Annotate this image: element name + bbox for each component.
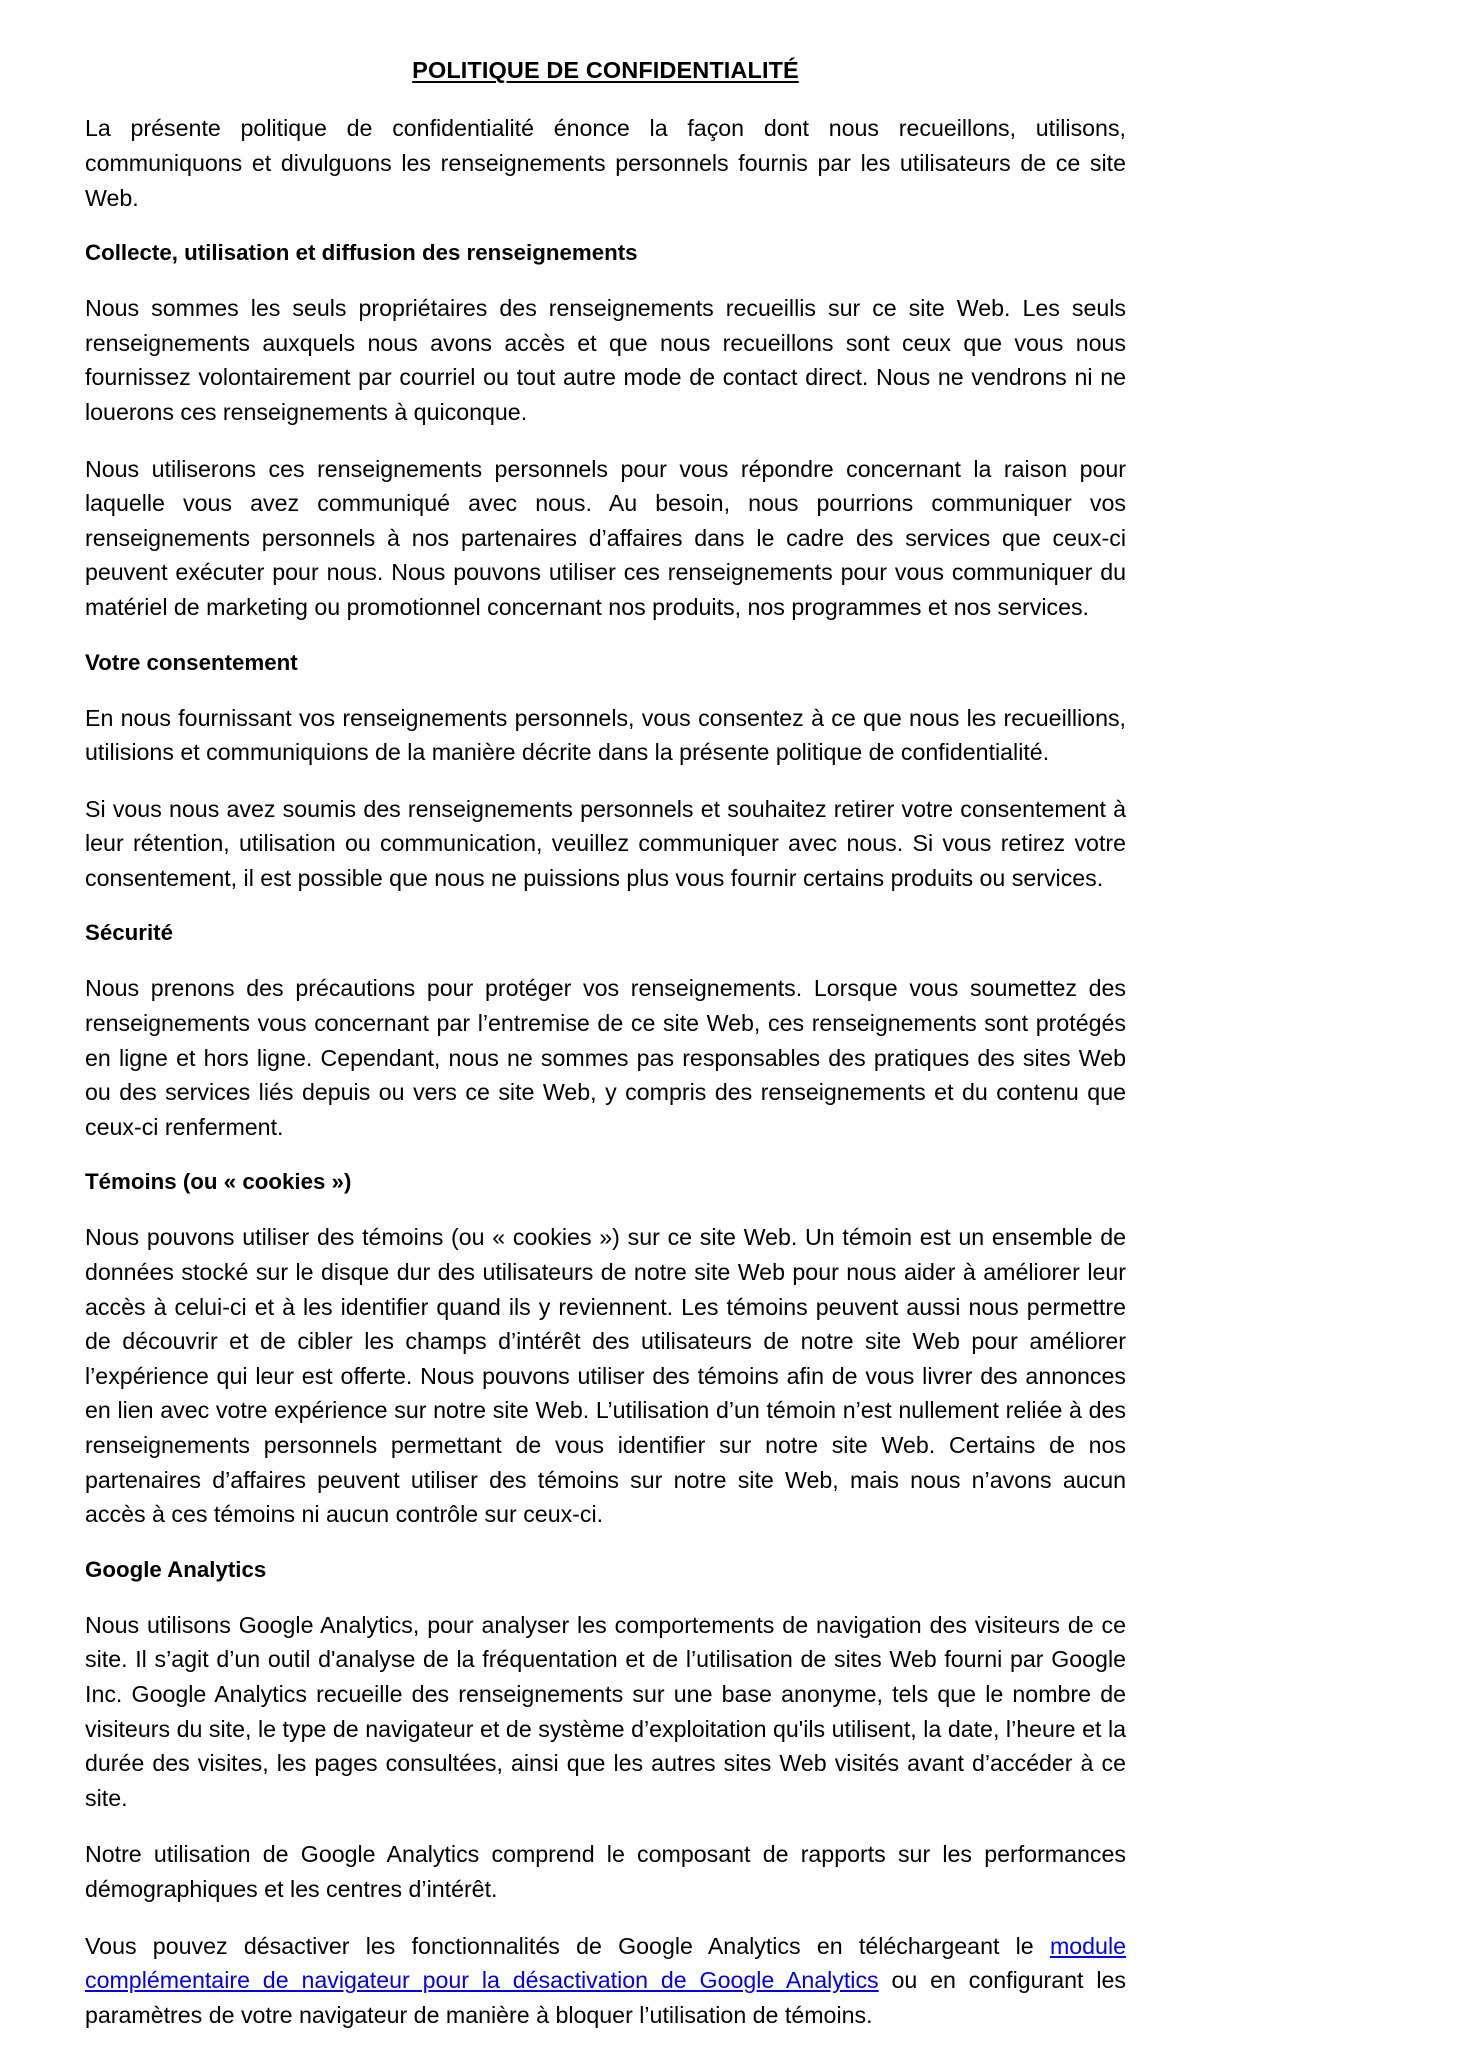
paragraph-google-analytics-optout bbox=[85, 1929, 1126, 2033]
section-heading-temoins: Témoins (ou « cookies ») bbox=[85, 1169, 352, 1195]
paragraph-google-analytics-2: Notre utilisation de Google Analytics comprend le composant de rapports sur les performances démographiques et les centres d’intérêt. bbox=[85, 1841, 1126, 1902]
paragraph-google-analytics-1: Nous utilisons Google Analytics, pour analyser les comportements de navigation des visiteurs de ce site. Il s’agit d’un outil d'analyse de la fréquentation et de l’utilisation de sites Web fourni par Google Inc. Google Analytics recueille des renseignements sur une base anonyme, tels que le nombre de visiteurs du site, le type de navigateur et de système d’exploitation qu'ils utilisent, la date, l’heure et la durée des visites, les pages consultées, ainsi que les autres sites Web visités avant d’accéder à ce site. bbox=[85, 1611, 1126, 1811]
section-heading-collecte: Collecte, utilisation et diffusion des renseignements bbox=[85, 240, 638, 266]
section-heading-consentement: Votre consentement bbox=[85, 649, 298, 675]
paragraph-collecte-1: Nous sommes les seuls propriétaires des renseignements recueillis sur ce site Web. Les seuls renseignements auxquels nous avons accès et que nous recueillons sont ceux que vous nous fournissez volontairement par courriel ou tout autre mode de contact direct. Nous ne vendrons ni ne louerons ces renseignements à quiconque. bbox=[85, 295, 1126, 425]
page-title-text: POLITIQUE DE CONFIDENTIALITÉ bbox=[412, 57, 799, 83]
paragraph-temoins-1: Nous pouvons utiliser des témoins (ou « cookies ») sur ce site Web. Un témoin est un ensemble de données stocké sur le disque dur des utilisateurs de notre site Web pour nous aider à améliorer leur accès à celui-ci et à les identifier quand ils y reviennent. Les témoins peuvent aussi nous permettre de découvrir et de cibler les champs d’intérêt des utilisateurs de notre site Web pour améliorer l’expérience qui leur est offerte. Nous pouvons utiliser des témoins afin de vous livrer des annonces en lien avec votre expérience sur notre site Web. L’utilisation d’un témoin n’est nullement reliée à des renseignements personnels permettant de vous identifier sur notre site Web. Certains de nos partenaires d’affaires peuvent utiliser des témoins sur notre site Web, mais nous n’avons aucun accès à ces témoins ni aucun contrôle sur ceux-ci. bbox=[85, 1224, 1126, 1528]
paragraph-consentement-2: Si vous nous avez soumis des renseignements personnels et souhaitez retirer votre consentement à leur rétention, utilisation ou communication, veuillez communiquer avec nous. Si vous retirez votre consentement, il est possible que nous ne puissions plus vous fournir certains produits ou services. bbox=[85, 795, 1126, 891]
section-heading-google-analytics: Google Analytics bbox=[85, 1556, 267, 1582]
page-title bbox=[85, 56, 1126, 85]
paragraph-securite-1: Nous prenons des précautions pour protéger vos renseignements. Lorsque vous soumettez des renseignements vous concernant par l’entremise de ce site Web, ces renseignements sont protégés en ligne et hors ligne. Cependant, nous ne sommes pas responsables des pratiques des sites Web ou des services liés depuis ou vers ce site Web, y compris des renseignements et du contenu que ceux-ci renferment. bbox=[85, 975, 1126, 1140]
section-heading-securite: Sécurité bbox=[85, 920, 173, 946]
intro-paragraph: La présente politique de confidentialité énonce la façon dont nous recueillons, utilisons, communiquons et divulguons les renseignements personnels fournis par les utilisateurs de ce site Web. bbox=[85, 115, 1126, 211]
optout-text-before-link: Vous pouvez désactiver les fonctionnalités de Google Analytics en téléchargeant le bbox=[85, 1932, 1050, 1959]
paragraph-collecte-2: Nous utiliserons ces renseignements personnels pour vous répondre concernant la raison pour laquelle vous avez communiqué avec nous. Au besoin, nous pourrions communiquer vos renseignements personnels à nos partenaires d’affaires dans le cadre des services que ceux-ci peuvent exécuter pour nous. Nous pouvons utiliser ces renseignements pour vous communiquer du matériel de marketing ou promotionnel concernant nos produits, nos programmes et nos services. bbox=[85, 455, 1126, 620]
google-analytics-optout-link[interactable]: module complémentaire de navigateur pour la désactivation de Google Analytics bbox=[85, 1932, 1126, 1994]
document-content bbox=[85, 56, 1126, 2054]
paragraph-consentement-1: En nous fournissant vos renseignements personnels, vous consentez à ce que nous les recueillions, utilisions et communiquions de la manière décrite dans la présente politique de confidentialité. bbox=[85, 704, 1126, 766]
optout-text-after-link: ou en configurant les paramètres de votre navigateur de manière à bloquer l’utilisation de témoins. bbox=[85, 1967, 1126, 2028]
